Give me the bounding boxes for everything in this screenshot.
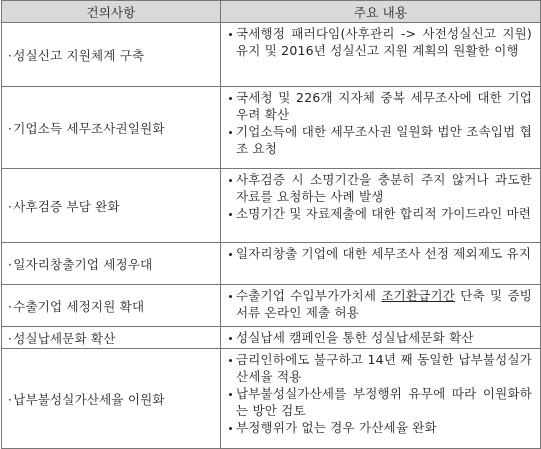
row-item-label: · 수출기업 세정지원 확대 — [8, 299, 144, 314]
content-bullet: 성실납세 캠페인을 통한 성실납세문화 확산 — [229, 329, 532, 346]
row-content-cell — [221, 243, 541, 285]
row-item-label: · 성실신고 지원체계 구축 — [8, 48, 144, 63]
row-item-cell — [2, 23, 221, 87]
row-content-cell — [221, 169, 541, 243]
row-item-label: · 일자리창출기업 세정우대 — [8, 257, 152, 272]
row-content-cell — [221, 285, 541, 327]
row-content-cell — [221, 327, 541, 349]
row-item-label: · 납부불성실가산세율 이원화 — [8, 392, 165, 407]
header-content: 주요 내용 — [221, 1, 541, 23]
underlined-phrase: 조기환급기간 — [381, 288, 456, 303]
content-bullet: 금리인하에도 불구하고 14년 째 동일한 납부불성실가산세율 적용 — [229, 351, 532, 385]
row-item-cell — [2, 169, 221, 243]
row-item-cell — [2, 243, 221, 285]
table-row — [2, 327, 541, 349]
row-item-cell — [2, 87, 221, 169]
content-bullet: 기업소득에 대한 세무조사권 일원화 법안 조속입법 협조 요청 — [229, 123, 532, 157]
table-row — [2, 23, 541, 87]
row-item-label: · 성실납세문화 확산 — [8, 331, 116, 346]
row-item-label: · 사후검증 부담 완화 — [8, 199, 120, 214]
content-bullet: 부정행위가 없는 경우 가산세율 완화 — [229, 419, 532, 436]
table-row — [2, 243, 541, 285]
row-item-cell — [2, 349, 221, 449]
content-bullet: 국세청 및 226개 지자체 중복 세무조사에 대한 기업 우려 확산 — [229, 89, 532, 123]
content-bullet: 국세행정 패러다임(사후관리 -> 사전성실신고 지원) 유지 및 2016년 성실신고 지원 계획의 원활한 이행 — [229, 25, 532, 59]
row-content-cell — [221, 23, 541, 87]
table-row — [2, 349, 541, 449]
header-item: 건의사항 — [2, 1, 221, 23]
table-header-row — [2, 1, 541, 23]
row-item-cell — [2, 327, 221, 349]
table-row — [2, 87, 541, 169]
table-row — [2, 169, 541, 243]
content-bullet: 소명기간 및 자료제출에 대한 합리적 가이드라인 마련 — [229, 205, 532, 222]
row-item-label: · 기업소득 세무조사권일원화 — [8, 121, 165, 136]
row-item-cell — [2, 285, 221, 327]
content-bullet: 납부불성실가산세를 부정행위 유무에 따라 이원화하는 방안 검토 — [229, 385, 532, 419]
row-content-cell — [221, 87, 541, 169]
row-content-cell — [221, 349, 541, 449]
table-row — [2, 285, 541, 327]
content-bullet: 수출기업 수입부가가치세 조기환급기간 단축 및 증빙서류 온라인 제출 허용 — [229, 287, 532, 321]
content-bullet: 사후검증 시 소명기간을 충분히 주지 않거나 과도한 자료를 요청하는 사례 발생 — [229, 171, 532, 205]
tax-proposal-table — [1, 0, 541, 449]
content-bullet: 일자리창출 기업에 대한 세무조사 선정 제외제도 유지 — [229, 245, 532, 262]
